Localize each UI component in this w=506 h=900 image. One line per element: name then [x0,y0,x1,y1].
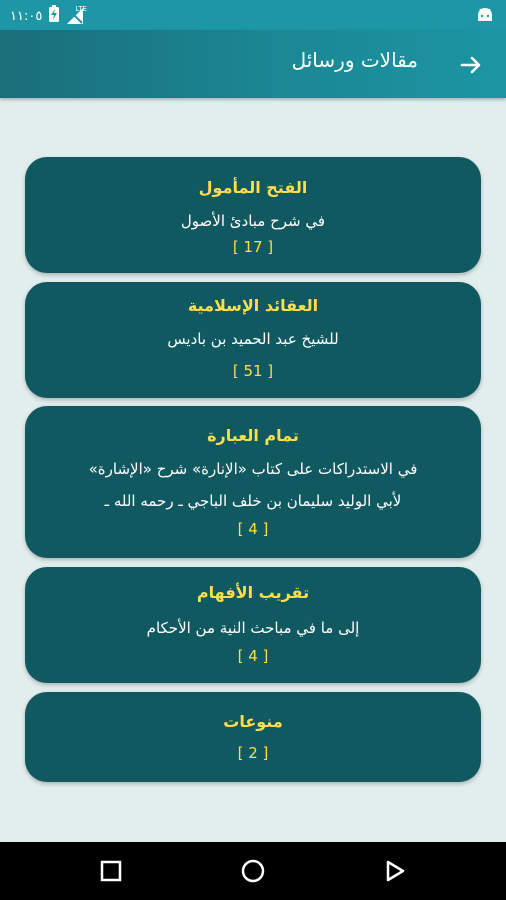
triangle-icon [383,859,407,883]
signal-lte-icon [66,7,88,25]
recents-button[interactable] [96,856,126,886]
status-left [10,5,88,27]
card-al-fath-al-mamul[interactable] [25,157,481,273]
card-subtitle-line-2: لأبي الوليد سليمان بن خلف الباجي ـ رحمه الله ـ [104,492,402,510]
card-count: [ 17 ] [232,238,274,256]
card-munawwaat[interactable] [25,692,481,782]
card-title: تمام العبارة [207,426,299,445]
network-type: LTE [75,5,87,13]
android-icon [476,6,494,28]
circle-icon [240,858,266,884]
card-tamam-al-ibara[interactable] [25,406,481,558]
home-button[interactable] [238,856,268,886]
page-title: مقالات ورسائل [291,48,418,72]
card-taqrib-al-afham[interactable] [25,567,481,683]
content [0,98,506,842]
card-al-aqaid-al-islamiyya[interactable] [25,282,481,398]
arrow-right-icon [459,53,483,77]
back-button[interactable] [454,48,488,82]
card-subtitle: في شرح مبادئ الأصول [180,212,326,230]
card-title: تقريب الأفهام [196,583,310,602]
card-subtitle: للشيخ عبد الحميد بن باديس [167,330,339,348]
card-count: [ 4 ] [237,520,269,538]
back-nav-button[interactable] [380,856,410,886]
status-bar [0,0,506,30]
app-bar [0,30,506,98]
card-count: [ 4 ] [237,647,269,665]
card-subtitle: إلى ما في مباحث النية من الأحكام [146,619,360,637]
card-title: الفتح المأمول [198,178,308,197]
card-count: [ 2 ] [237,744,269,762]
card-subtitle-line-1: في الاستدراكات على كتاب «الإنارة» شرح «الإشارة» [88,460,418,478]
card-count: [ 51 ] [232,362,274,380]
square-icon [100,860,122,882]
system-nav-bar [0,842,506,900]
battery-charging-icon [48,5,60,27]
status-time: ١١:٠٥ [10,8,43,24]
card-title: منوعات [223,712,283,731]
card-title: العقائد الإسلامية [187,296,319,315]
